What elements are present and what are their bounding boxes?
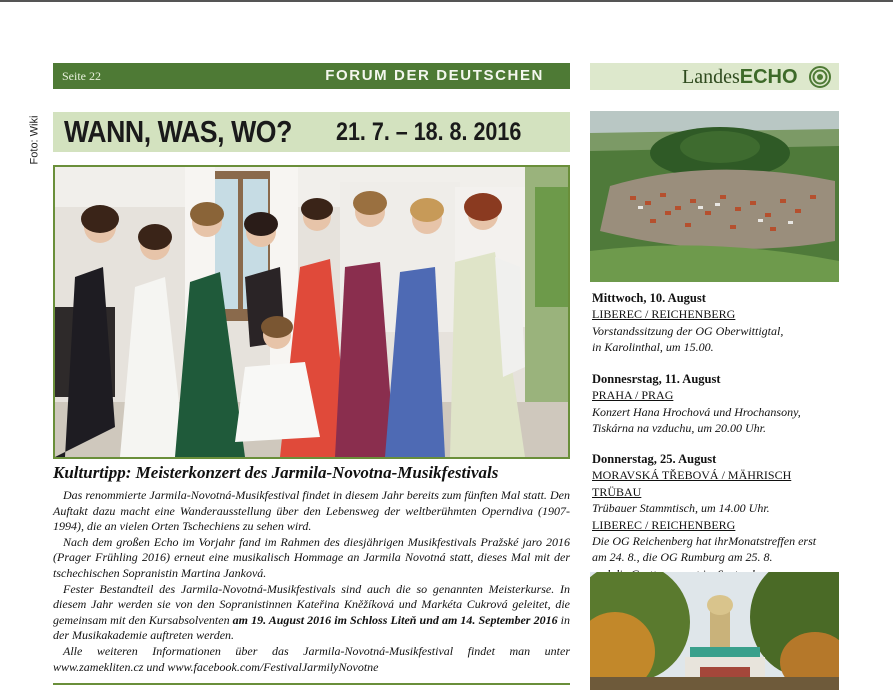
park-photo-art <box>590 572 839 690</box>
headline-dates: 21. 7. – 18. 8. 2016 <box>336 118 522 146</box>
echo-waves-icon <box>806 65 836 89</box>
article-bottom-rule <box>53 683 570 685</box>
singers-photo-art <box>55 167 568 457</box>
article-paragraph: Fester Bestandteil des Jarmila-Novotná-Musikfestivals sind auch die so genannten Meisterkurse. In diesem Jahr werden sie von den Sopranistinnen Kateřina Kněžíková und Markéta Cukrová geleitet, die gemeinsam mit den Kursabsolventen am 19. August 2016 im Schloss Liteň und am 14. September 2016 in der Musikakademie auftreten werden. <box>53 581 570 643</box>
event-date: Donnerstag, 25. August <box>592 452 717 466</box>
event-detail: Die OG Reichenberg hat ihrMonatstreffen erst <box>592 534 817 549</box>
article-paragraph: Alle weiteren Informationen über das Jarmila-Novotná-Musikfestival findet man unter www.zamekliten.cz und www.facebook.com/FestivalJarmilyNovotne <box>53 643 570 674</box>
event-detail: Vorstandssitzung der OG Oberwittigtal, <box>592 323 784 338</box>
park-pavilion-photo <box>590 572 839 690</box>
photo-credit: Foto: Wiki <box>28 115 41 165</box>
singers-group-photo <box>53 165 570 459</box>
event-detail: Trübauer Stammtisch, um 14.00 Uhr. <box>592 501 770 516</box>
article-paragraph: Nach dem großen Echo im Vorjahr fand im Rahmen des diesjährigen Musikfestivals Pražské jaro 2016 (Prager Frühling 2016) erneut eine musikalisch Hommage an Jarmila Novotná statt, dieses Mal mit der tschechischen Sopranistin Martina Janková. <box>53 534 570 580</box>
headline-main: WANN, WAS, WO? <box>64 114 292 149</box>
headline-box <box>53 112 570 152</box>
aerial-town-photo <box>590 111 839 282</box>
article-paragraph: Das renommierte Jarmila-Novotná-Musikfestival findet in diesem Jahr bereits zum fünften Mal statt. Den Auftakt dazu macht eine Wanderausstellung über den Lebensweg der weltberühmten Operndiva (1907-1994), die an vielen Orten Tschechiens zu sehen wird. <box>53 488 570 534</box>
event-detail: Konzert Hana Hrochová und Hrochansony, <box>592 404 801 419</box>
event-entry <box>592 371 842 437</box>
article-headline: Kulturtipp: Meisterkonzert des Jarmila-Novotna-Musikfestivals <box>53 463 499 482</box>
event-entry <box>592 451 842 582</box>
event-date: Donnesrstag, 11. August <box>592 372 721 386</box>
event-location: PRAHA / PRAG <box>592 388 674 403</box>
landesecho-logo <box>590 63 839 90</box>
page-number: Seite 22 <box>62 69 101 83</box>
event-location: MORAVSKÁ TŘEBOVÁ / MÄHRISCH TRÜBAU <box>592 468 792 499</box>
event-location: LIBEREC / REICHENBERG <box>592 517 736 532</box>
event-detail: in Karolinthal, um 15.00. <box>592 340 714 355</box>
event-detail: Tiskárna na vzduchu, um 20.00 Uhr. <box>592 421 767 436</box>
event-location: LIBEREC / REICHENBERG <box>592 307 736 322</box>
event-date: Mittwoch, 10. August <box>592 291 706 305</box>
event-entry <box>592 290 842 356</box>
event-detail: am 24. 8., die OG Rumburg am 25. 8. <box>592 550 773 565</box>
section-title: FORUM DER DEUTSCHEN <box>325 67 544 84</box>
section-header-bar <box>53 63 570 89</box>
logo-text: LandesECHO <box>682 66 798 88</box>
top-gap <box>0 2 893 8</box>
aerial-photo-art <box>590 111 839 282</box>
article-body <box>53 488 570 675</box>
